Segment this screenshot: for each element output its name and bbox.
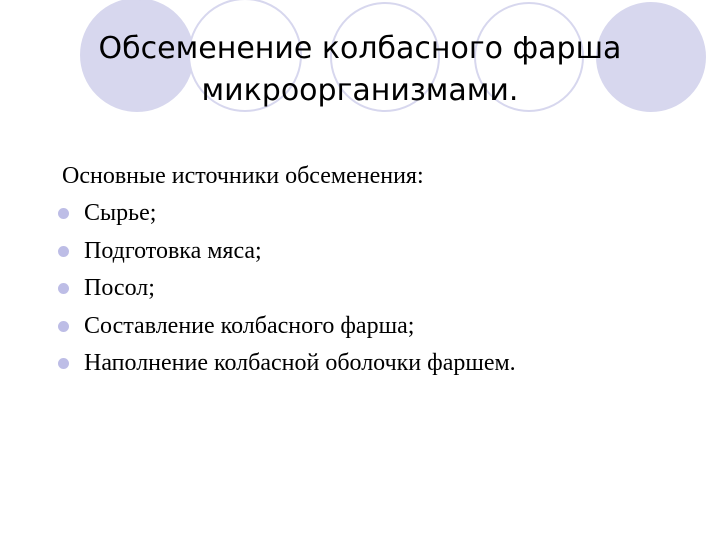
list-item [60,270,680,308]
circle-bullet-icon [58,321,69,332]
list-item-text: Сырье; [84,200,157,226]
slide-content [60,158,680,383]
list-item-text: Составление колбасного фарша; [84,312,415,339]
sources-heading: Основные источники обсеменения: [62,163,424,189]
list-item-text: Наполнение колбасной оболочки фаршем. [84,350,516,376]
title-line-2: микроорганизмами. [201,73,519,108]
list-item [60,345,680,383]
circle-bullet-icon [58,208,69,219]
list-item [60,195,680,233]
title-line-1: Обсеменение колбасного фарша [98,31,622,66]
list-item [60,308,680,346]
list-item-text: Подготовка мяса; [84,237,262,264]
circle-bullet-icon [58,358,69,369]
slide-title [60,28,660,112]
circle-bullet-icon [58,246,69,257]
list-item-text: Посол; [84,275,155,301]
list-item [60,233,680,271]
circle-bullet-icon [58,283,69,294]
